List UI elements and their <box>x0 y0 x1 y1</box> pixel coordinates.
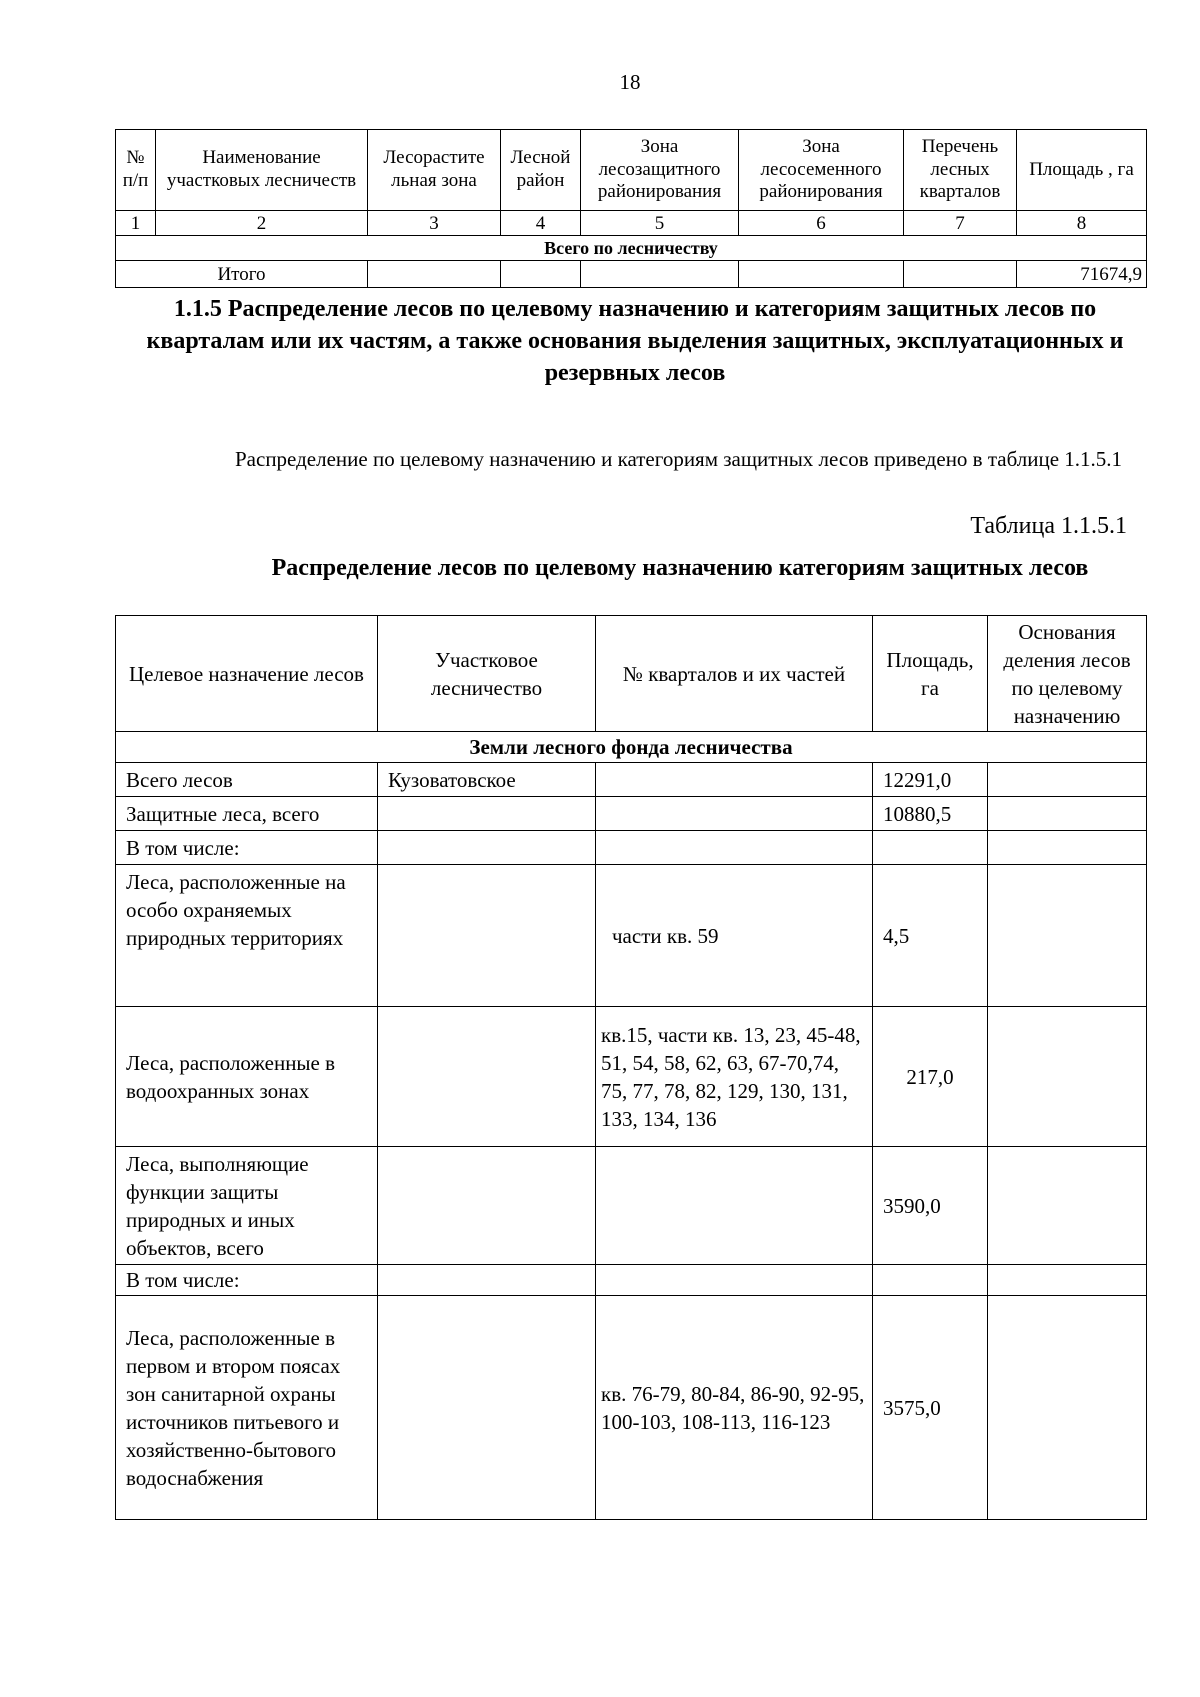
empty-cell <box>739 261 904 288</box>
basis-cell <box>988 1147 1147 1265</box>
column-header: Перечень лесных кварталов <box>904 130 1017 211</box>
quarters-cell <box>596 1147 873 1265</box>
forestry-cell <box>378 1007 596 1147</box>
column-header: Лесорастите льная зона <box>368 130 501 211</box>
column-header: Площадь , га <box>1017 130 1147 211</box>
table-row <box>116 1265 1147 1296</box>
column-header: Зона лесосеменного районирования <box>739 130 904 211</box>
column-number: 3 <box>368 211 501 236</box>
table-row <box>116 1007 1147 1147</box>
quarters-cell <box>596 1265 873 1296</box>
quarters-cell: кв.15, части кв. 13, 23, 45-48, 51, 54, 58, 62, 63, 67-70,74, 75, 77, 78, 82, 129, 130, 131, 133, 134, 136 <box>596 1007 873 1147</box>
purpose-cell: Леса, выполняющие функции защиты природных и иных объектов, всего <box>116 1147 378 1265</box>
purpose-cell: Леса, расположенные в водоохранных зонах <box>116 1007 378 1147</box>
empty-cell <box>368 261 501 288</box>
purpose-cell: Всего лесов <box>116 763 378 797</box>
purpose-cell: Защитные леса, всего <box>116 797 378 831</box>
table-label: Таблица 1.1.5.1 <box>970 513 1127 539</box>
forestry-cell <box>378 797 596 831</box>
column-header: Наименование участковых лесничеств <box>156 130 368 211</box>
column-number: 7 <box>904 211 1017 236</box>
section-heading: 1.1.5 Распределение лесов по целевому назначению и категориям защитных лесов по кварталам или их частям, а также основания выделения защитных, эксплуатационных и резервных лесов <box>146 296 1124 386</box>
group-label: Всего по лесничеству <box>116 236 1147 261</box>
forest-purpose-table <box>115 615 1147 1520</box>
table-row <box>116 1296 1147 1520</box>
area-cell <box>873 1265 988 1296</box>
forestry-cell <box>378 831 596 865</box>
basis-cell <box>988 797 1147 831</box>
column-number: 1 <box>116 211 156 236</box>
column-header: Площадь, га <box>873 616 988 732</box>
column-number-row <box>116 211 1147 236</box>
area-cell: 217,0 <box>873 1007 988 1147</box>
table-header-row <box>116 130 1147 211</box>
basis-cell <box>988 1265 1147 1296</box>
empty-cell <box>904 261 1017 288</box>
column-number: 6 <box>739 211 904 236</box>
forestry-cell <box>378 1296 596 1520</box>
area-cell: 4,5 <box>873 865 988 1007</box>
table-row <box>116 763 1147 797</box>
area-cell <box>873 831 988 865</box>
table-header-row <box>116 616 1147 732</box>
group-row <box>116 732 1147 763</box>
basis-cell <box>988 865 1147 1007</box>
quarters-cell: кв. 76-79, 80-84, 86-90, 92-95, 100-103, 108-113, 116-123 <box>596 1296 873 1520</box>
purpose-cell: В том числе: <box>116 1265 378 1296</box>
column-number: 5 <box>581 211 739 236</box>
basis-cell <box>988 831 1147 865</box>
column-number: 8 <box>1017 211 1147 236</box>
column-header: № п/п <box>116 130 156 211</box>
table-row <box>116 865 1147 1007</box>
column-header: Основания деления лесов по целевому назначению <box>988 616 1147 732</box>
basis-cell <box>988 763 1147 797</box>
forestry-cell <box>378 865 596 1007</box>
quarters-cell <box>596 763 873 797</box>
column-header: Участковое лесничество <box>378 616 596 732</box>
area-cell: 10880,5 <box>873 797 988 831</box>
basis-cell <box>988 1007 1147 1147</box>
area-cell: 3590,0 <box>873 1147 988 1265</box>
table-title: Распределение лесов по целевому назначению категориям защитных лесов <box>271 555 1089 581</box>
area-cell: 3575,0 <box>873 1296 988 1520</box>
forestry-cell <box>378 1147 596 1265</box>
column-header: Целевое назначение лесов <box>116 616 378 732</box>
purpose-cell: В том числе: <box>116 831 378 865</box>
total-row <box>116 261 1147 288</box>
purpose-cell: Леса, расположенные на особо охраняемых природных территориях <box>116 865 378 1007</box>
column-header: Зона лесозащитного районирования <box>581 130 739 211</box>
empty-cell <box>501 261 581 288</box>
table-row <box>116 831 1147 865</box>
quarters-cell <box>596 831 873 865</box>
table-row <box>116 1147 1147 1265</box>
group-label: Земли лесного фонда лесничества <box>116 732 1147 763</box>
purpose-cell: Леса, расположенные в первом и втором поясах зон санитарной охраны источников питьевого и хозяйственно-бытового водоснабжения <box>116 1296 378 1520</box>
forestry-cell: Кузоватовское <box>378 763 596 797</box>
area-cell: 12291,0 <box>873 763 988 797</box>
basis-cell <box>988 1296 1147 1520</box>
table-row <box>116 797 1147 831</box>
column-number: 4 <box>501 211 581 236</box>
column-number: 2 <box>156 211 368 236</box>
column-header: № кварталов и их частей <box>596 616 873 732</box>
total-area: 71674,9 <box>1017 261 1147 288</box>
quarters-cell <box>596 797 873 831</box>
quarters-cell: части кв. 59 <box>596 865 873 1007</box>
body-paragraph <box>120 444 1146 475</box>
forestry-cell <box>378 1265 596 1296</box>
total-label: Итого <box>116 261 368 288</box>
empty-cell <box>581 261 739 288</box>
page-number: 18 <box>619 70 641 94</box>
paragraph-text: Распределение по целевому назначению и категориям защитных лесов приведено в таблице 1.1.5.1 <box>235 447 1123 471</box>
group-row <box>116 236 1147 261</box>
forestry-summary-table <box>115 129 1147 288</box>
column-header: Лесной район <box>501 130 581 211</box>
